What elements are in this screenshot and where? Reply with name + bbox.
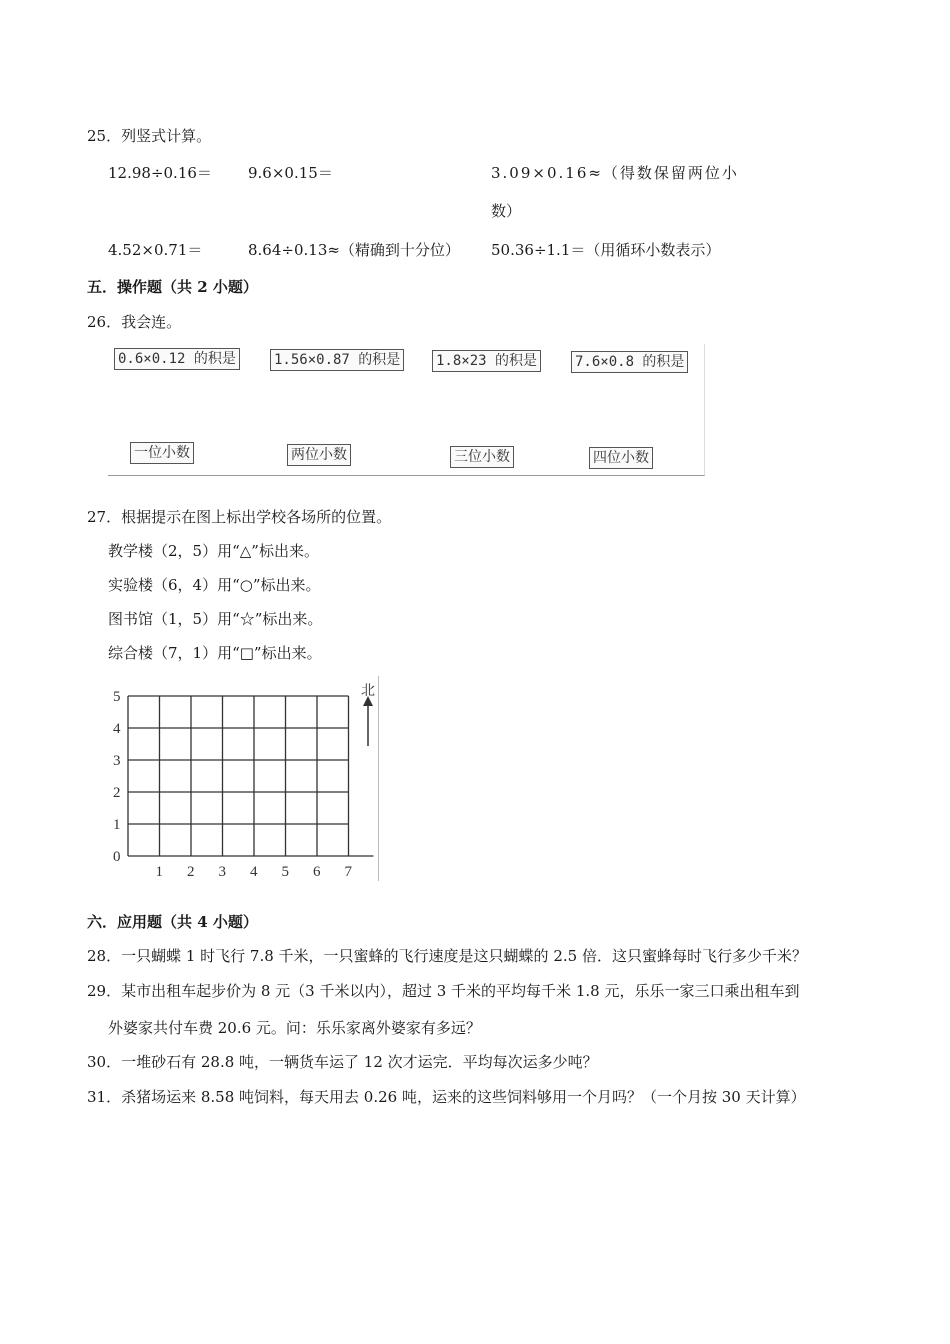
q26-answer-box-4: 四位小数 <box>589 447 653 469</box>
x-axis-tick-label: 1 <box>155 864 163 880</box>
q25-expr-6: 50.36÷1.1＝（用循环小数表示） <box>491 241 721 259</box>
y-axis-tick-label: 4 <box>113 721 121 737</box>
x-axis-tick-label: 7 <box>344 864 352 880</box>
y-axis-tick-label: 0 <box>113 849 121 865</box>
x-axis-tick-label: 6 <box>313 864 321 880</box>
q26-answer-box-1: 一位小数 <box>130 442 194 464</box>
q25-expr-5: 8.64÷0.13≈（精确到十分位） <box>248 241 460 259</box>
q27-coordinate-grid <box>108 676 379 881</box>
x-axis-tick-label: 2 <box>187 864 195 880</box>
x-axis-tick-label: 4 <box>250 864 258 880</box>
grid-svg <box>108 676 378 881</box>
q26-product-box-4: 7.6×0.8 的积是 <box>571 351 688 373</box>
q25-expr-2: 9.6×0.15＝ <box>248 164 333 182</box>
q25-expr-3-cont: 数） <box>491 202 522 220</box>
q26-answer-box-2: 两位小数 <box>287 444 351 466</box>
q29-line-2: 外婆家共付车费 20.6 元。问：乐乐家离外婆家有多远？ <box>108 1019 481 1037</box>
section-5-title: 五．操作题（共 2 小题） <box>87 278 258 296</box>
q27-hint-1: 教学楼（2，5）用“△”标出来。 <box>108 542 319 560</box>
q26-answer-box-3: 三位小数 <box>450 446 514 468</box>
q25-expr-3: 3.09×0.16≈（得数保留两位小 <box>491 164 739 182</box>
q26-title: 26．我会连。 <box>87 313 182 331</box>
q30-text: 30．一堆砂石有 28.8 吨，一辆货车运了 12 次才运完．平均每次运多少吨？ <box>87 1053 598 1071</box>
q29-line-1: 29．某市出租车起步价为 8 元（3 千米以内），超过 3 千米的平均每千米 1.8 元，乐乐一家三口乘出租车到 <box>87 982 800 1000</box>
y-axis-tick-label: 2 <box>113 785 121 801</box>
q27-hint-3: 图书馆（1，5）用“☆”标出来。 <box>108 610 323 628</box>
q27-title: 27．根据提示在图上标出学校各场所的位置。 <box>87 508 392 526</box>
q26-product-box-1: 0.6×0.12 的积是 <box>114 348 240 370</box>
y-axis-tick-label: 3 <box>113 753 121 769</box>
x-axis-tick-label: 5 <box>281 864 289 880</box>
q26-product-box-3: 1.8×23 的积是 <box>432 350 541 372</box>
q27-hint-2: 实验楼（6，4）用“○”标出来。 <box>108 576 321 594</box>
y-axis-tick-label: 1 <box>113 817 121 833</box>
north-label: 北 <box>361 683 375 699</box>
q25-title: 25．列竖式计算。 <box>87 127 212 145</box>
q28-text: 28．一只蝴蝶 1 时飞行 7.8 千米，一只蜜蜂的飞行速度是这只蝴蝶的 2.5 倍．这只蜜蜂每时飞行多少千米？ <box>87 947 807 965</box>
q31-text: 31．杀猪场运来 8.58 吨饲料，每天用去 0.26 吨，运来的这些饲料够用一个月吗？（一个月按 30 天计算） <box>87 1088 806 1106</box>
q25-expr-1: 12.98÷0.16＝ <box>108 164 212 182</box>
y-axis-tick-label: 5 <box>113 689 121 705</box>
q27-hint-4: 综合楼（7，1）用“□”标出来。 <box>108 644 322 662</box>
section-6-title: 六．应用题（共 4 小题） <box>87 913 258 931</box>
q26-product-box-2: 1.56×0.87 的积是 <box>270 349 404 371</box>
q25-expr-4: 4.52×0.71＝ <box>108 241 203 259</box>
north-arrow-icon <box>363 696 373 746</box>
x-axis-tick-label: 3 <box>218 864 226 880</box>
